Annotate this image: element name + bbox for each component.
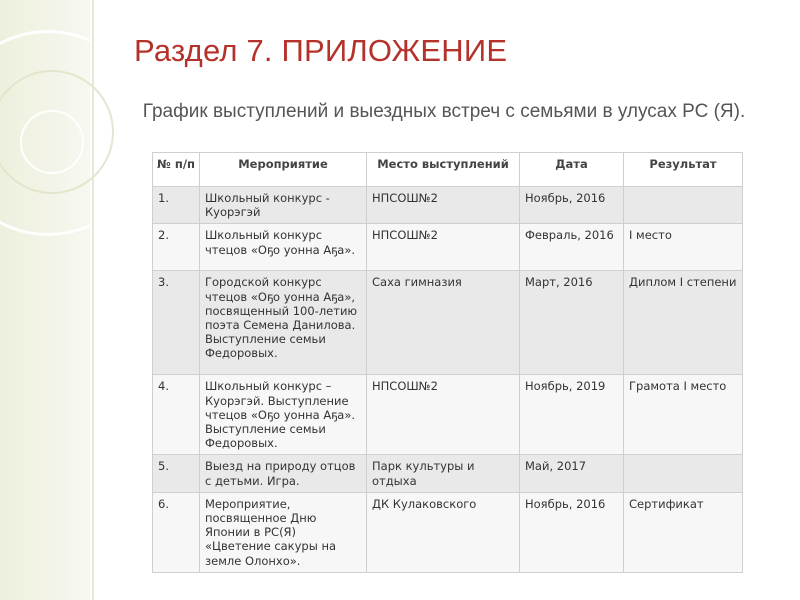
cell-event: Городской конкурс чтецов «Оҕо уонна Аҕа», посвященный 100-летию поэта Семена Данилова. Выступление семьи Федоровых.	[200, 271, 367, 375]
decorative-side-band	[0, 0, 90, 600]
cell-place: ДК Кулаковского	[367, 492, 520, 572]
cell-event: Школьный конкурс чтецов «Оҕо уонна Аҕа».	[200, 224, 367, 271]
cell-event: Мероприятие, посвященное Дню Японии в РС(Я) «Цветение сакуры на земле Олонхо».	[200, 492, 367, 572]
cell-place: Парк культуры и отдыха	[367, 455, 520, 492]
table-header-row	[153, 153, 743, 187]
cell-num: 1.	[153, 187, 200, 224]
cell-num: 3.	[153, 271, 200, 375]
header-event: Мероприятие	[200, 153, 367, 187]
cell-date: Февраль, 2016	[520, 224, 624, 271]
cell-event: Школьный конкурс – Куорэгэй. Выступление чтецов «Оҕо уонна Аҕа». Выступление семьи Федоровых.	[200, 375, 367, 455]
header-num: № п/п	[153, 153, 200, 187]
cell-result: I место	[624, 224, 743, 271]
slide-subtitle: График выступлений и выездных встреч с семьями в улусах РС (Я).	[142, 101, 746, 122]
cell-result: Диплом I степени	[624, 271, 743, 375]
table-row	[153, 492, 743, 572]
table-row	[153, 455, 743, 492]
header-result: Результат	[624, 153, 743, 187]
table-row	[153, 187, 743, 224]
cell-date: Ноябрь, 2016	[520, 187, 624, 224]
cell-place: НПСОШ№2	[367, 375, 520, 455]
table-row	[153, 375, 743, 455]
table-row	[153, 271, 743, 375]
schedule-table	[152, 152, 743, 573]
cell-place: НПСОШ№2	[367, 224, 520, 271]
cell-event: Школьный конкурс - Куорэгэй	[200, 187, 367, 224]
table-row	[153, 224, 743, 271]
cell-num: 2.	[153, 224, 200, 271]
cell-date: Ноябрь, 2016	[520, 492, 624, 572]
cell-place: НПСОШ№2	[367, 187, 520, 224]
cell-event: Выезд на природу отцов с детьми. Игра.	[200, 455, 367, 492]
cell-date: Март, 2016	[520, 271, 624, 375]
slide-title: Раздел 7. ПРИЛОЖЕНИЕ	[134, 33, 508, 68]
cell-result: Грамота I место	[624, 375, 743, 455]
cell-result	[624, 455, 743, 492]
decorative-circle	[20, 110, 84, 174]
cell-num: 6.	[153, 492, 200, 572]
header-date: Дата	[520, 153, 624, 187]
cell-date: Май, 2017	[520, 455, 624, 492]
cell-num: 4.	[153, 375, 200, 455]
decorative-divider	[92, 0, 94, 600]
schedule-table-container	[152, 152, 742, 573]
cell-place: Саха гимназия	[367, 271, 520, 375]
cell-date: Ноябрь, 2019	[520, 375, 624, 455]
cell-num: 5.	[153, 455, 200, 492]
cell-result	[624, 187, 743, 224]
header-place: Место выступлений	[367, 153, 520, 187]
cell-result: Сертификат	[624, 492, 743, 572]
